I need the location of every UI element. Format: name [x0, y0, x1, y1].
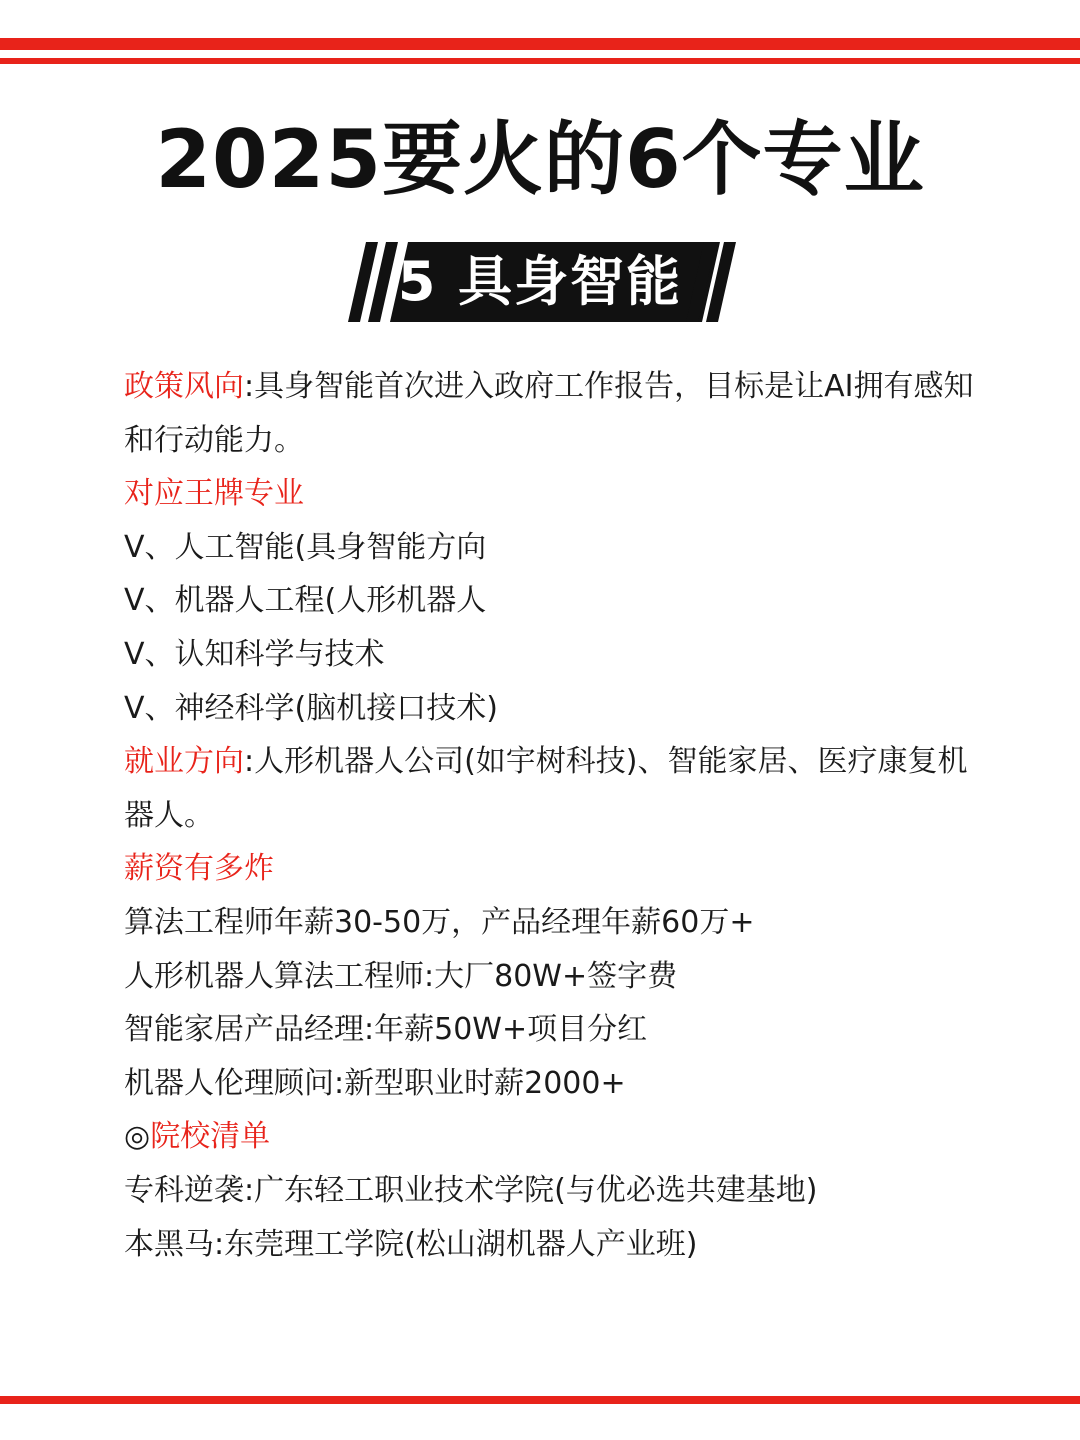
policy-paragraph — [124, 360, 974, 467]
salary-item: 机器人伦理顾问:新型职业时薪2000+ — [124, 1065, 626, 1101]
top-red-stripe-thin — [0, 58, 1080, 64]
schools-heading-line — [124, 1110, 974, 1164]
employment-paragraph — [124, 735, 974, 842]
section-banner — [340, 242, 740, 322]
salary-item: 智能家居产品经理:年薪50W+项目分红 — [124, 1012, 648, 1048]
policy-text: :具身智能首次进入政府工作报告，目标是让AI拥有感知和行动能力。 — [124, 369, 974, 458]
majors-heading: 对应王牌专业 — [124, 476, 304, 512]
salary-item: 人形机器人算法工程师:大厂80W+签字费 — [124, 958, 678, 994]
article-body — [124, 360, 974, 1271]
school-item: 本黑马:东莞理工学院(松山湖机器人产业班) — [124, 1226, 698, 1262]
salary-heading: 薪资有多炸 — [124, 851, 274, 887]
major-item: V、机器人工程(人形机器人 — [124, 583, 487, 619]
policy-heading: 政策风向 — [124, 369, 244, 404]
major-item: V、认知科学与技术 — [124, 636, 385, 672]
page-title: 2025要火的6个专业 — [155, 113, 925, 206]
target-icon: ◎ — [124, 1119, 151, 1155]
employment-text: :人形机器人公司(如宇树科技)、智能家居、医疗康复机器人。 — [124, 744, 968, 833]
top-red-stripe-thick — [0, 38, 1080, 50]
schools-heading: 院校清单 — [150, 1119, 271, 1155]
major-item: V、人工智能(具身智能方向 — [124, 529, 487, 565]
employment-heading: 就业方向 — [124, 744, 244, 780]
school-item: 专科逆袭:广东轻工职业技术学院(与优必选共建基地) — [124, 1172, 818, 1208]
major-item: V、神经科学(脑机接口技术) — [124, 690, 498, 726]
banner-label: 5 具身智能 — [397, 250, 683, 313]
salary-item: 算法工程师年薪30-50万，产品经理年薪60万+ — [124, 904, 755, 940]
bottom-red-stripe — [0, 1396, 1080, 1404]
